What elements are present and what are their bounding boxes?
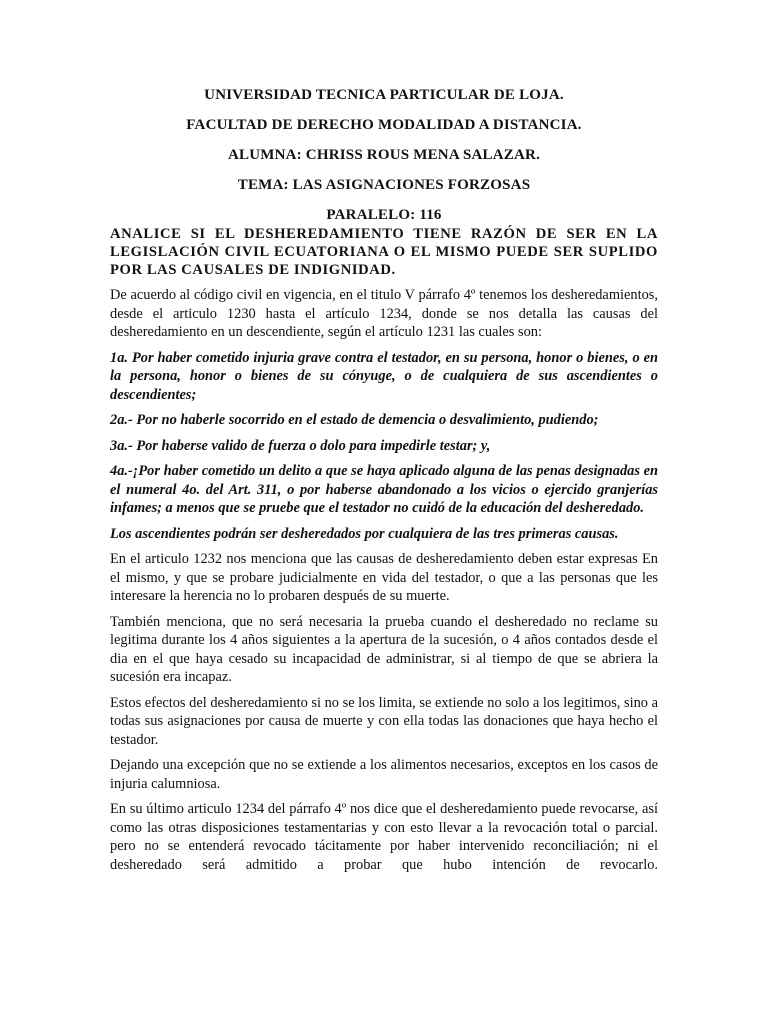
cause-4: 4a.-¡Por haber cometido un delito a que se haya aplicado alguna de las penas designadas en el numeral 4o. del Art. 311, o por haberse abandonado a los vicios o ejercido granjerías infames; a menos que se pruebe que el testador no cuidó de la educación del desheredado. xyxy=(110,463,658,516)
paragraph-effects: Estos efectos del desheredamiento si no se los limita, se extiende no solo a los legitimos, sino a todas sus asignaciones por causa de muerte y con ella todas las donaciones que haya hecho el testador. xyxy=(110,694,658,748)
paragraph-legitima: También menciona, que no será necesaria la prueba cuando el desheredado no reclame su legitima durante los 4 años siguientes a la apertura de la sucesión, o 4 años contados desde el dia en el que haya cesado su incapacidad de administrar, si al tiempo de que se abriera la sucesión era incapaz. xyxy=(110,613,658,685)
paragraph-article-1234: En su último articulo 1234 del párrafo 4º nos dice que el desheredamiento puede revocarse, así como las otras disposiciones testamentarias y con esto llevar a la revocación total o parcial. pero no se entenderá revocado tácitamente por haber intervenido reconciliación; ni el desheredado será admitido a probar que hubo intención de revocarlo. xyxy=(110,801,658,873)
group-line: PARALELO: 116 xyxy=(326,207,442,223)
paragraph-exception: Dejando una excepción que no se extiende a los alimentos necesarios, exceptos en los casos de injuria calumniosa. xyxy=(110,757,658,792)
topic-line: TEMA: LAS ASIGNACIONES FORZOSAS xyxy=(237,177,531,193)
faculty-name: FACULTAD DE DERECHO MODALIDAD A DISTANCIA. xyxy=(186,117,582,133)
student-name: ALUMNA: CHRISS ROUS MENA SALAZAR. xyxy=(227,147,541,163)
university-name: UNIVERSIDAD TECNICA PARTICULAR DE LOJA. xyxy=(204,87,564,103)
document-body xyxy=(110,225,658,881)
paragraph-article-1232: En el articulo 1232 nos menciona que las causas de desheredamiento deben estar expresas En el mismo, y que se probare judicialmente en vida del testador, o que a las personas que les interesare la herencia no lo probaren después de su muerte. xyxy=(110,551,658,604)
question-title: ANALICE SI EL DESHEREDAMIENTO TIENE RAZÓN DE SER EN LA LEGISLACIÓN CIVIL ECUATORIANA O EL MISMO PUEDE SER SUPLIDO POR LAS CAUSALES DE INDIGNIDAD. xyxy=(110,226,658,278)
cause-2: 2a.- Por no haberle socorrido en el estado de demencia o desvalimiento, pudiendo; xyxy=(110,412,599,428)
document-header xyxy=(110,83,658,233)
ascendants-note: Los ascendientes podrán ser desheredados por cualquiera de las tres primeras causas. xyxy=(110,525,619,542)
intro-paragraph: De acuerdo al código civil en vigencia, en el titulo V párrafo 4º tenemos los desheredamientos, desde el articulo 1230 hasta el artículo 1234, donde se nos detalla las causas del desheredamiento en un descendiente, según el artículo 1231 las cuales son: xyxy=(110,287,658,340)
cause-3: 3a.- Por haberse valido de fuerza o dolo para impedirle testar; y, xyxy=(110,437,491,454)
cause-1: 1a. Por haber cometido injuria grave contra el testador, en su persona, honor o bienes, o en la persona, honor o bienes de su cónyuge, o de cualquiera de sus ascendientes o descendientes; xyxy=(110,349,658,403)
